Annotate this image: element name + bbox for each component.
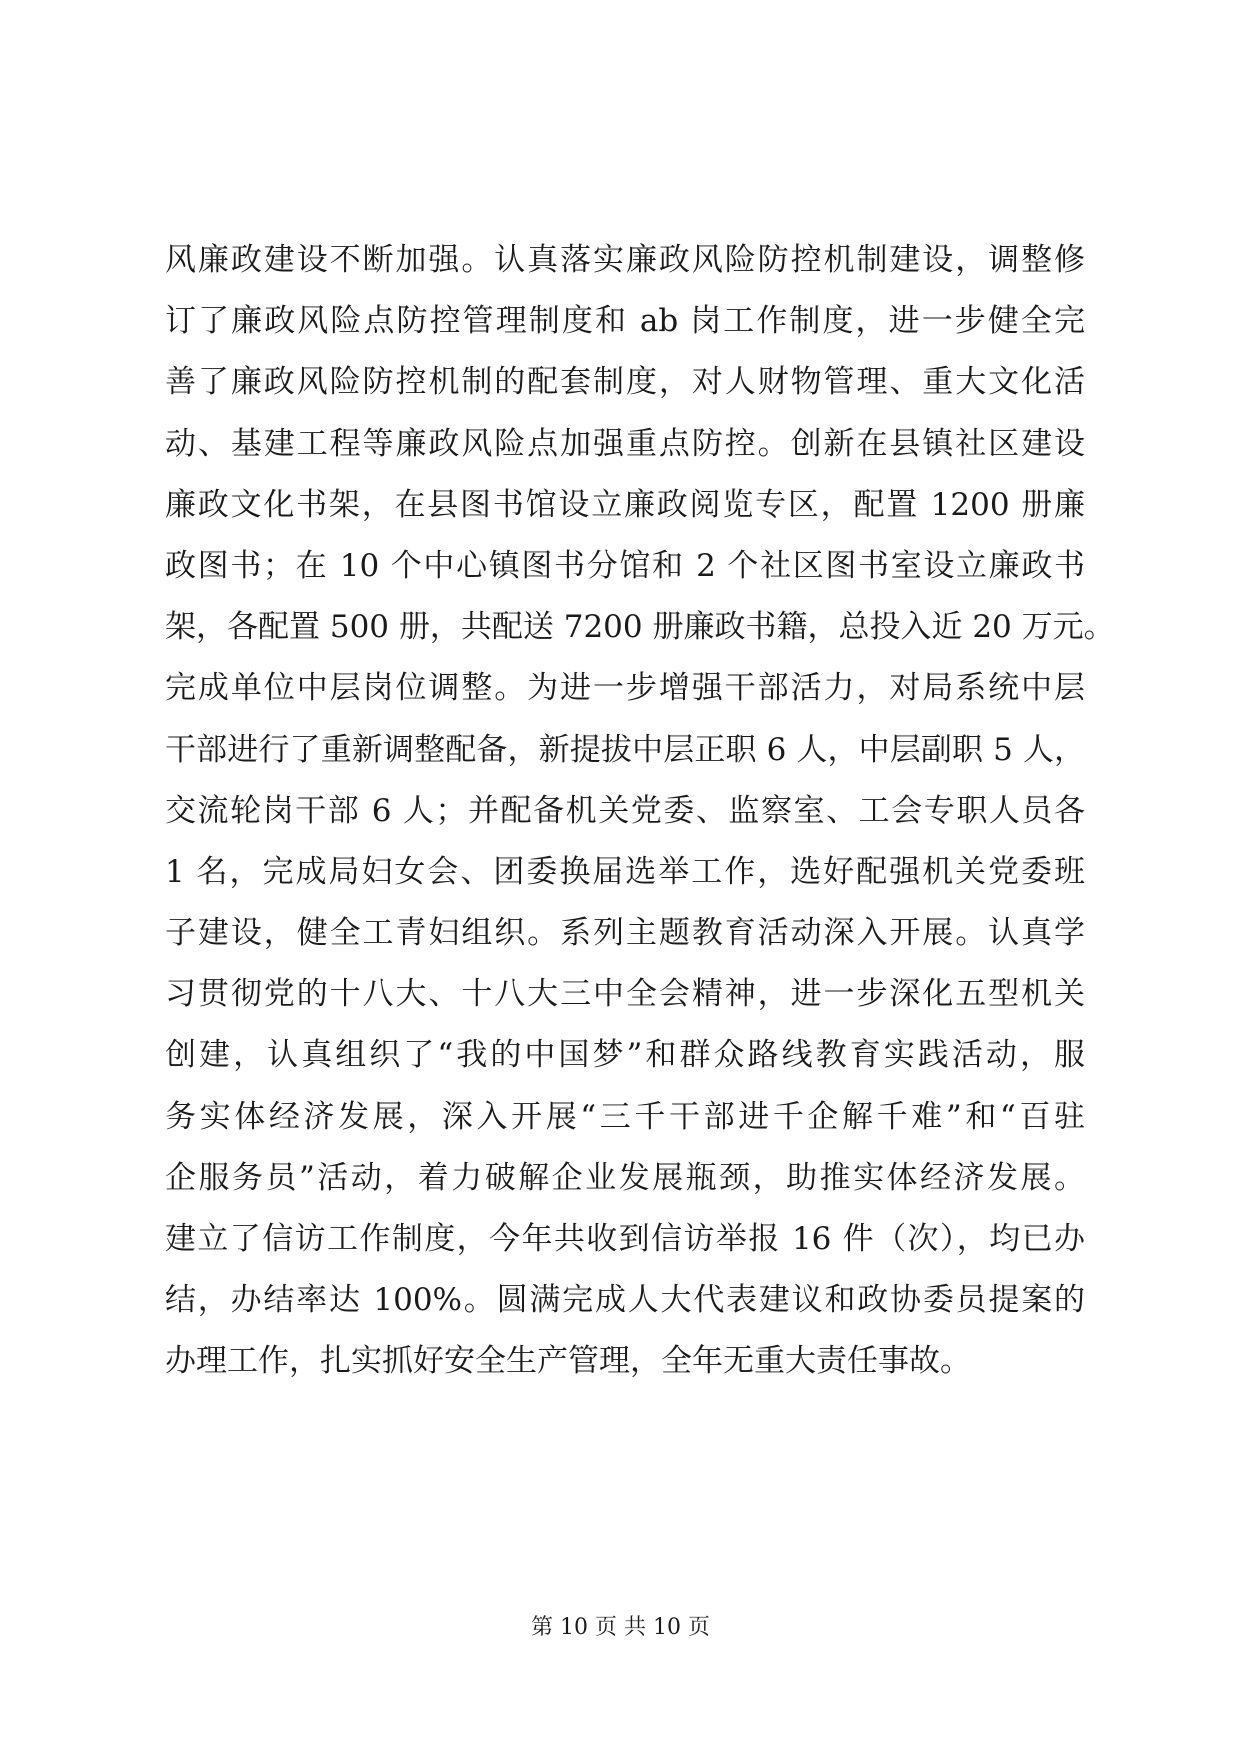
text-line: 干部进行了重新调整配备，新提拔中层正职 6 人，中层副职 5 人， [165, 731, 1085, 768]
text-line: 交流轮岗干部 6 人；并配备机关党委、监察室、工会专职人员各 [165, 792, 1085, 829]
text-line: 务实体经济发展，深入开展“三千干部进千企解千难”和“百驻 [165, 1098, 1085, 1135]
text-line: 1 名，完成局妇女会、团委换届选举工作，选好配强机关党委班 [165, 853, 1085, 890]
text-line: 子建设，健全工青妇组织。系列主题教育活动深入开展。认真学 [165, 915, 1085, 952]
body-paragraph [165, 230, 1115, 1393]
text-line: 创建，认真组织了“我的中国梦”和群众路线教育实践活动，服 [165, 1037, 1085, 1074]
page-number-footer: 第 10 页 共 10 页 [531, 1615, 710, 1640]
text-line: 完成单位中层岗位调整。为进一步增强干部活力，对局系统中层 [165, 670, 1085, 707]
text-line: 订了廉政风险点防控管理制度和 ab 岗工作制度，进一步健全完 [165, 303, 1085, 340]
text-line: 结，办结率达 100%。圆满完成人大代表建议和政协委员提案的 [165, 1282, 1085, 1319]
text-line: 政图书；在 10 个中心镇图书分馆和 2 个社区图书室设立廉政书 [165, 547, 1085, 584]
text-line: 廉政文化书架，在县图书馆设立廉政阅览专区，配置 1200 册廉 [165, 486, 1085, 523]
text-line: 动、基建工程等廉政风险点加强重点防控。创新在县镇社区建设 [165, 425, 1085, 462]
text-line: 善了廉政风险防控机制的配套制度，对人财物管理、重大文化活 [165, 364, 1085, 401]
text-line: 架，各配置 500 册，共配送 7200 册廉政书籍，总投入近 20 万元。 [165, 609, 1115, 646]
text-line: 办理工作，扎实抓好安全生产管理，全年无重大责任事故。 [165, 1343, 971, 1380]
text-line: 风廉政建设不断加强。认真落实廉政风险防控机制建设，调整修 [165, 242, 1085, 278]
text-line: 建立了信访工作制度，今年共收到信访举报 16 件（次），均已办 [165, 1221, 1085, 1257]
text-line: 习贯彻党的十八大、十八大三中全会精神，进一步深化五型机关 [165, 976, 1085, 1013]
text-line: 企服务员”活动，着力破解企业发展瓶颈，助推实体经济发展。 [165, 1159, 1085, 1196]
